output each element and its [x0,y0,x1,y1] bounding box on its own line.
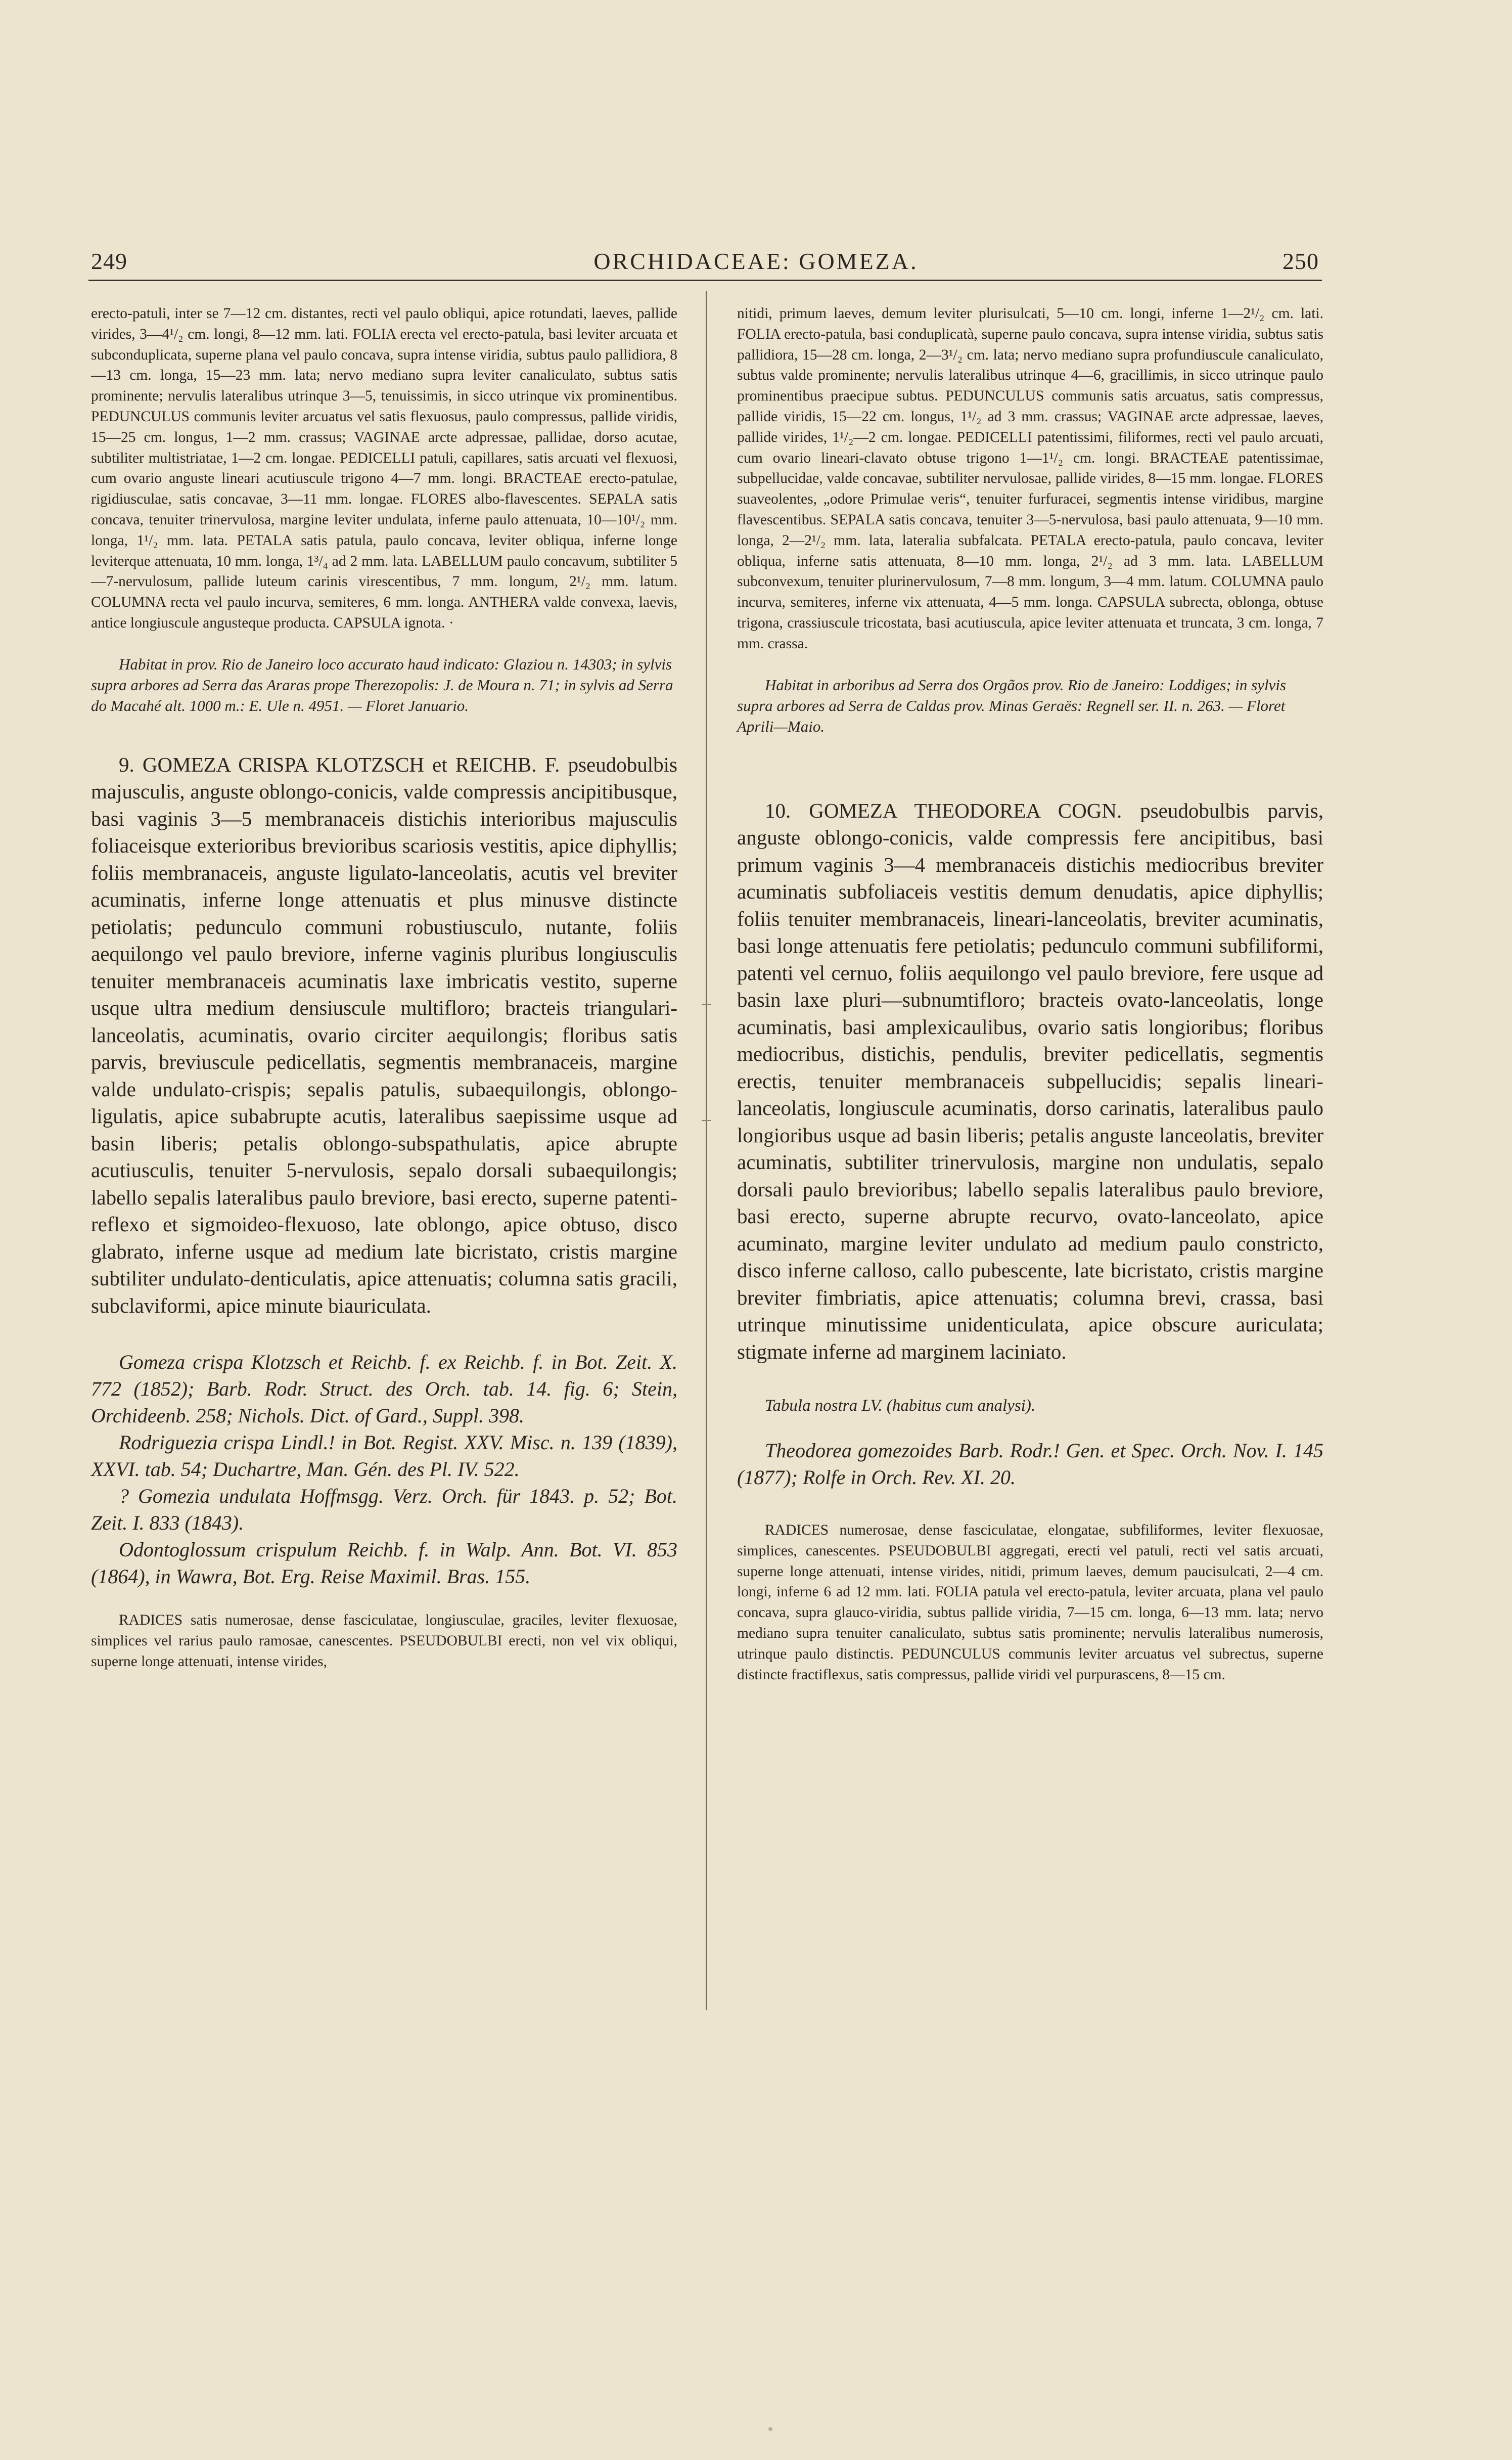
species-9-diagnosis [91,751,677,1320]
column-tick [702,1120,711,1121]
column-separator [706,291,707,2010]
running-title: ORCHIDACEAE: GOMEZA. [593,248,919,274]
habitat-paragraph: Habitat in prov. Rio de Janeiro loco accurato haud indicato: Glaziou n. 14303; in sylvis supra arbores ad Serra das Araras prope Therezopolis: J. de Moura n. 71; in sylvis ad Serra do Macahé alt. 1000 m.: E. Ule n. 4951. — Floret Januario. [91,655,673,714]
species-10-title: 10. GOMEZA THEODOREA COGN. [765,798,1122,822]
description-paragraph: nitidi, primum laeves, demum leviter plurisulcati, 5—10 cm. longi, inferne 1—2¹/₂ cm. lati. FOLIA erecto-patula, basi conduplicatà, superne paulo concava, supra intense viridia, subtus satis pallidiora, 15—28 cm. longa, 2—3¹/₂ cm. lata; nervo mediano supra profundiuscule canaliculato, subtus valde prominente; nervulis lateralibus utrinque 4—6, gracillimis, in sicco utrinque paulo prominentibus praecipue subtus. PEDUNCULUS communis satis arcuatus, satis compressus, pallide viridis, 15—22 cm. longus, 1¹/₂ ad 3 mm. crassus; VAGINAE arcte adpressae, laeves, pallide virides, 1¹/₂—2 cm. longae. PEDICELLI patentissimi, filiformes, recti vel paulo arcuati, cum ovario lineari-clavato obtuse trigono 1—1¹/₂ cm. longi. BRACTEAE patentissimae, subpellucidae, valde concavae, subtiliter nervulosae, pallide virides, 8—15 mm. longae. FLORES suaveolentes, „odore Primulae veris“, tenuiter furfuracei, segmentis intense viridibus, margine flavescentibus. SEPALA satis concava, tenuiter 3—5-nervulosa, basi paulo attenuata, 9—10 mm. longa, 2—2¹/₂ mm. lata, lateralia subfalcata. PETALA erecto-patula, paulo concava, leviter obliqua, inferne satis attenuata, 8—10 mm. longa, 2¹/₂ ad 3 mm. lata. LABELLUM subconvexum, tenuiter plurinervulosum, 7—8 mm. longum, 3—4 mm. latum. COLUMNA paulo incurva, semiteres, inferne vix attenuata, 4—5 mm. longa. CAPSULA subrecta, oblonga, obtuse trigona, crassiuscule tricostata, basi acutiuscula, apice leviter attenuata et truncata, 3 cm. longa, 7 mm. crassa. [737,305,1323,652]
citation: Gomeza crispa Klotzsch et Reichb. f. ex Reichb. f. in Bot. Zeit. X. 772 (1852); Barb. Rodr. Struct. des Orch. tab. 14. fig. 6; Stein, Orchideenb. 258; Nichols. Dict. of Gard., Suppl. 398. [91,1351,677,1427]
header-rule [88,280,1322,281]
right-column [737,303,1323,1685]
description-paragraph: RADICES numerosae, dense fasciculatae, elongatae, subfiliformes, leviter flexuosae, simplices, canescentes. PSEUDOBULBI aggregati, erecti vel patuli, recti vel satis arcuati, superne longe attenuati, intense virides, nitidi, primum laeves, demum paucisulcati, 2—4 cm. longi, inferne 6 ad 12 mm. lati. FOLIA patula vel erecto-patula, leviter arcuata, plana vel paulo concava, supra glauco-viridia, subtus pallide viridia, 7—15 cm. longa, 6—13 mm. lata; nervo mediano supra tenuiter canaliculato, subtus satis prominente; nervulis lateralibus numerosis, utrinque paulo distinctis. PEDUNCULUS communis leviter arcuatus vel subrectus, superne distincte fractiflexus, satis compressus, pallide viridi vel purpurascens, 8—15 cm. [737,1522,1323,1683]
habitat-paragraph: Habitat in arboribus ad Serra dos Orgãos prov. Rio de Janeiro: Loddiges; in sylvis supra arbores ad Serra de Caldas prov. Minas Geraës: Regnell ser. II. n. 263. — Floret Aprili—Maio. [737,676,1286,735]
plate-reference: Tabula nostra LV. (habitus cum analysi). [765,1397,1036,1415]
page-number-right: 250 [1282,248,1319,274]
left-column [91,303,677,1672]
citation: Rodriguezia crispa Lindl.! in Bot. Regist. XXV. Misc. n. 139 (1839), XXVI. tab. 54; Duchartre, Man. Gén. des Pl. IV. 522. [91,1431,677,1481]
column-tick [702,1004,711,1005]
species-9-text: pseudobulbis majusculis, anguste oblongo-conicis, valde compressis ancipitibusque, basi vaginis 3—5 membranaceis distichis interioribus majusculis foliaceisque exterioribus brevioribus scariosis vestitis, apice diphyllis; foliis membranaceis, anguste ligulato-lanceolatis, acutis vel breviter acuminatis, inferne longe attenuatis et plus minusve distincte petiolatis; pedunculo communi robustiusculo, nutante, foliis aequilongo vel paulo breviore, inferne vaginis pluribus longiusculis tenuiter membranaceis acuminatis laxe imbricatis vestito, superne usque ultra medium densiuscule multifloro; bracteis triangulari-lanceolatis, acuminatis, ovario circiter aequilongis; floribus satis parvis, breviuscule pedicellatis, segmentis membranaceis, margine valde undulato-crispis; sepalis patulis, subaequilongis, oblongo-ligulatis, apice subabrupte acutis, lateralibus saepissime usque ad basin liberis; petalis oblongo-subspathulatis, apice abrupte acutiusculis, tenuiter 5-nervulosis, sepalo dorsali subaequilongis; labello sepalis lateralibus paulo breviore, basi erecto, superne patenti-reflexo et sigmoideo-flexuoso, late oblongo, apice obtuso, disco glabrato, inferne usque ad medium late bicristato, cristis margine subtiliter undulato-denticulatis, apice attenuatis; columna satis gracili, subclaviformi, apice minute biauriculata. [91,752,677,1317]
species-10-diagnosis [737,797,1323,1366]
description-paragraph: RADICES satis numerosae, dense fasciculatae, longiusculae, graciles, leviter flexuosae, simplices vel rarius paulo ramosae, canescentes. PSEUDOBULBI erecti, non vel vix obliqui, superne longe attenuati, intense virides, [91,1612,677,1670]
species-10-text: pseudobulbis parvis, anguste oblongo-conicis, valde compressis fere ancipitibus, basi primum vaginis 3—4 membranaceis distichis mediocribus breviter acuminatis subfoliaceis vestitis demum denudatis, apice diphyllis; foliis tenuiter membranaceis, lineari-lanceolatis, breviter acuminatis, basi longe attenuatis fere petiolatis; pedunculo communi subfiliformi, patenti vel cernuo, foliis aequilongo vel paulo breviore, fere usque ad basin laxe pluri—subnumtifloro; bracteis ovato-lanceolatis, longe acuminatis, basi amplexicaulibus, ovario satis longioribus; floribus mediocribus, distichis, pendulis, breviter pedicellatis, segmentis erectis, tenuiter membranaceis subpellucidis; sepalis lineari-lanceolatis, longiuscule acuminatis, dorso carinatis, lateralibus paulo longioribus usque ad basin liberis; petalis anguste lanceolatis, breviter acuminatis, subtiliter trinervulosis, margine non undulatis, sepalo dorsali paulo brevioribus; labello sepalis lateralibus paulo breviore, basi erecto, superne abrupte recurvo, ovato-lanceolato, apice acuminato, margine leviter undulato ad medium paulo constricto, disco inferne calloso, callo pubescente, late bicristato, cristis margine breviter fimbriatis, apice attenuatis; columna brevi, crassa, basi utrinque minutissime unidenticulata, apice obscure auriculata; stigmate inferne ad marginem laciniato. [737,798,1323,1363]
species-9-title: 9. GOMEZA CRISPA KLOTZSCH et REICHB. F. [119,752,560,776]
page-number-left: 249 [91,248,127,274]
description-paragraph: erecto-patuli, inter se 7—12 cm. distantes, recti vel paulo obliqui, apice rotundati, laeves, pallide virides, 3—4¹/₂ cm. longi, 8—12 mm. lati. FOLIA erecta vel erecto-patula, basi leviter arcuata et subconduplicata, superne plana vel paulo concava, supra intense viridia, subtus paulo pallidiora, 8—13 cm. longa, 15—23 mm. lata; nervo mediano supra leviter canaliculato, subtus satis prominente; nervulis lateralibus utrinque 3—5, tenuissimis, in sicco utrinque vix prominentibus. PEDUNCULUS communis leviter arcuatus vel satis flexuosus, paulo compressus, pallide viridis, 15—25 cm. longus, 1—2 mm. crassus; VAGINAE arcte adpressae, pallidae, dorso acutae, subtiliter multistriatae, 1—2 cm. longae. PEDICELLI patuli, capillares, satis arcuati vel flexuosi, cum ovario anguste lineari acutiuscule trigono 4—7 mm. longi. BRACTEAE erecto-patulae, rigidiusculae, satis concavae, 3—11 mm. longae. FLORES albo-flavescentes. SEPALA satis concava, tenuiter trinervulosa, margine leviter undulata, inferne paulo attenuata, 10—10¹/₂ mm. longa, 1¹/₂ mm. lata. PETALA satis patula, paulo concava, leviter obliqua, inferne longe leviterque attenuata, 10 mm. longa, 1³/₄ ad 2 mm. lata. LABELLUM paulo concavum, subtiliter 5—7-nervulosum, pallide luteum carinis virescentibus, 7 mm. longum, 2¹/₂ mm. latum. COLUMNA recta vel paulo incurva, semiteres, 6 mm. longa. ANTHERA valde convexa, laevis, antice longiuscule angusteque producta. CAPSULA ignota. · [91,305,677,631]
citation: ? Gomezia undulata Hoffmsgg. Verz. Orch. für 1843. p. 52; Bot. Zeit. I. 833 (1843). [91,1485,677,1535]
citation: Odontoglossum crispulum Reichb. f. in Walp. Ann. Bot. VI. 853 (1864), in Wawra, Bot. Erg. Reise Maximil. Bras. 155. [91,1538,677,1588]
paper-spot [768,2427,772,2431]
citation: Theodorea gomezoides Barb. Rodr.! Gen. et Spec. Orch. Nov. I. 145 (1877); Rolfe in Orch. Rev. XI. 20. [737,1439,1323,1489]
